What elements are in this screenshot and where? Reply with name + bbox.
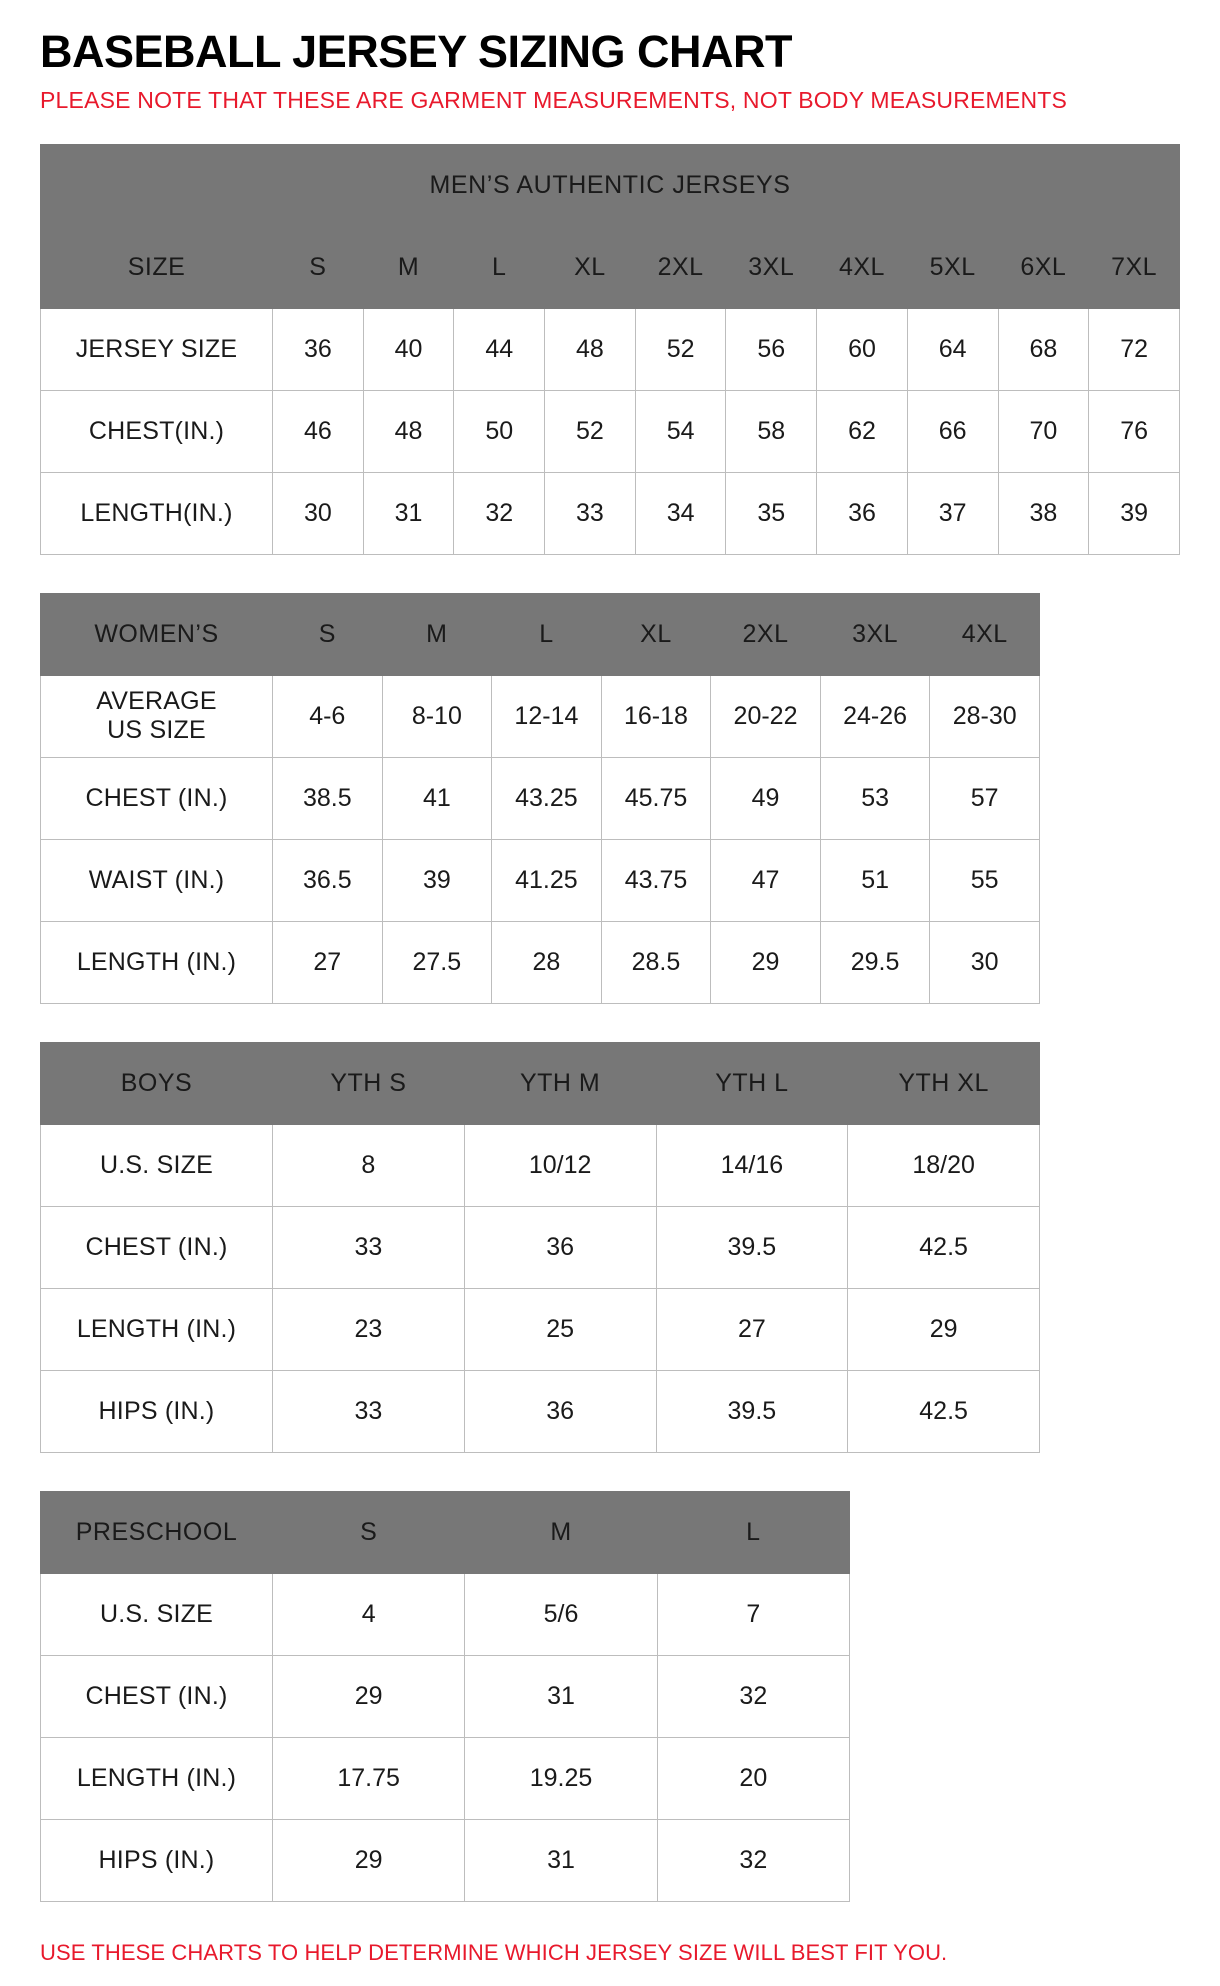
mens-cell-2-9: 39 <box>1089 472 1180 554</box>
mens-cell-0-3: 48 <box>545 308 636 390</box>
womens-cell-1-3: 45.75 <box>601 757 711 839</box>
preschool-header-row <box>41 1491 850 1573</box>
womens-column-header-4: XL <box>601 593 711 675</box>
womens-column-header-6: 3XL <box>820 593 930 675</box>
mens-column-header-4: XL <box>545 226 636 308</box>
womens-cell-0-6: 28-30 <box>930 675 1040 757</box>
preschool-cell-0-0: 4 <box>273 1573 465 1655</box>
table-row <box>41 1655 850 1737</box>
preschool-cell-2-0: 17.75 <box>273 1737 465 1819</box>
mens-column-header-9: 6XL <box>998 226 1089 308</box>
boys-cell-3-1: 36 <box>464 1370 656 1452</box>
table-row <box>41 921 1040 1003</box>
preschool-cell-3-1: 31 <box>465 1819 657 1901</box>
womens-cell-1-0: 38.5 <box>273 757 383 839</box>
boys-cell-1-0: 33 <box>273 1206 465 1288</box>
womens-row-label-2: WAIST (IN.) <box>41 839 273 921</box>
womens-cell-2-3: 43.75 <box>601 839 711 921</box>
boys-cell-1-3: 42.5 <box>848 1206 1040 1288</box>
mens-cell-1-2: 50 <box>454 390 545 472</box>
preschool-cell-1-2: 32 <box>657 1655 849 1737</box>
preschool-column-header-1: S <box>273 1491 465 1573</box>
womens-column-header-0: WOMEN’S <box>41 593 273 675</box>
mens-cell-1-5: 58 <box>726 390 817 472</box>
womens-cell-2-1: 39 <box>382 839 492 921</box>
mens-cell-0-6: 60 <box>817 308 908 390</box>
boys-cell-2-2: 27 <box>656 1288 848 1370</box>
mens-column-header-8: 5XL <box>907 226 998 308</box>
footer-note: USE THESE CHARTS TO HELP DETERMINE WHICH JERSEY SIZE WILL BEST FIT YOU. <box>40 1939 948 1965</box>
womens-cell-1-1: 41 <box>382 757 492 839</box>
boys-cell-2-1: 25 <box>464 1288 656 1370</box>
womens-column-header-1: S <box>273 593 383 675</box>
mens-cell-2-3: 33 <box>545 472 636 554</box>
mens-column-header-10: 7XL <box>1089 226 1180 308</box>
womens-cell-0-0: 4-6 <box>273 675 383 757</box>
preschool-cell-0-1: 5/6 <box>465 1573 657 1655</box>
mens-column-header-2: M <box>363 226 454 308</box>
table-row <box>41 839 1040 921</box>
womens-cell-0-5: 24-26 <box>820 675 930 757</box>
preschool-column-header-2: M <box>465 1491 657 1573</box>
table-row <box>41 1573 850 1655</box>
preschool-cell-1-1: 31 <box>465 1655 657 1737</box>
mens-cell-1-9: 76 <box>1089 390 1180 472</box>
preschool-cell-2-2: 20 <box>657 1737 849 1819</box>
boys-cell-0-3: 18/20 <box>848 1124 1040 1206</box>
page-title: BASEBALL JERSEY SIZING CHART <box>40 26 792 77</box>
table-row <box>41 675 1040 757</box>
womens-column-header-2: M <box>382 593 492 675</box>
mens-row-label-1: CHEST(IN.) <box>41 390 273 472</box>
mens-column-header-0: SIZE <box>41 226 273 308</box>
preschool-cell-1-0: 29 <box>273 1655 465 1737</box>
boys-table-body <box>41 1042 1040 1452</box>
womens-cell-3-0: 27 <box>273 921 383 1003</box>
table-row <box>41 1370 1040 1452</box>
mens-cell-1-8: 70 <box>998 390 1089 472</box>
womens-column-header-3: L <box>492 593 602 675</box>
mens-column-header-1: S <box>273 226 364 308</box>
mens-cell-1-1: 48 <box>363 390 454 472</box>
mens-cell-0-4: 52 <box>635 308 726 390</box>
table-row <box>41 1737 850 1819</box>
boys-cell-3-3: 42.5 <box>848 1370 1040 1452</box>
measurement-note: PLEASE NOTE THAT THESE ARE GARMENT MEASUREMENTS, NOT BODY MEASUREMENTS <box>40 87 1068 114</box>
preschool-table-body <box>41 1491 850 1901</box>
womens-cell-0-3: 16-18 <box>601 675 711 757</box>
preschool-row-label-3: HIPS (IN.) <box>41 1819 273 1901</box>
mens-header-row <box>41 226 1180 308</box>
womens-cell-1-2: 43.25 <box>492 757 602 839</box>
womens-cell-3-3: 28.5 <box>601 921 711 1003</box>
boys-cell-0-1: 10/12 <box>464 1124 656 1206</box>
mens-cell-2-5: 35 <box>726 472 817 554</box>
preschool-cell-3-2: 32 <box>657 1819 849 1901</box>
boys-column-header-0: BOYS <box>41 1042 273 1124</box>
table-row <box>41 1288 1040 1370</box>
womens-cell-1-5: 53 <box>820 757 930 839</box>
mens-column-header-5: 2XL <box>635 226 726 308</box>
preschool-column-header-3: L <box>657 1491 849 1573</box>
preschool-cell-0-2: 7 <box>657 1573 849 1655</box>
mens-row-label-2: LENGTH(IN.) <box>41 472 273 554</box>
boys-column-header-1: YTH S <box>273 1042 465 1124</box>
mens-cell-2-7: 37 <box>907 472 998 554</box>
mens-banner-label: MEN’S AUTHENTIC JERSEYS <box>41 144 1180 226</box>
mens-banner-row <box>41 144 1180 226</box>
mens-cell-2-2: 32 <box>454 472 545 554</box>
boys-row-label-2: LENGTH (IN.) <box>41 1288 273 1370</box>
womens-cell-3-6: 30 <box>930 921 1040 1003</box>
mens-cell-2-1: 31 <box>363 472 454 554</box>
mens-cell-0-0: 36 <box>273 308 364 390</box>
mens-table-body <box>41 144 1180 554</box>
womens-sizing-table <box>40 593 1040 1004</box>
womens-cell-1-4: 49 <box>711 757 821 839</box>
mens-column-header-7: 4XL <box>817 226 908 308</box>
mens-cell-0-1: 40 <box>363 308 454 390</box>
mens-cell-0-7: 64 <box>907 308 998 390</box>
table-row <box>41 472 1180 554</box>
table-row <box>41 1124 1040 1206</box>
womens-cell-2-6: 55 <box>930 839 1040 921</box>
boys-row-label-0: U.S. SIZE <box>41 1124 273 1206</box>
boys-cell-3-2: 39.5 <box>656 1370 848 1452</box>
womens-cell-3-4: 29 <box>711 921 821 1003</box>
womens-table-body <box>41 593 1040 1003</box>
mens-cell-1-3: 52 <box>545 390 636 472</box>
boys-cell-0-2: 14/16 <box>656 1124 848 1206</box>
preschool-row-label-0: U.S. SIZE <box>41 1573 273 1655</box>
table-row <box>41 757 1040 839</box>
mens-cell-2-8: 38 <box>998 472 1089 554</box>
mens-column-header-3: L <box>454 226 545 308</box>
boys-cell-1-2: 39.5 <box>656 1206 848 1288</box>
boys-cell-3-0: 33 <box>273 1370 465 1452</box>
mens-cell-0-9: 72 <box>1089 308 1180 390</box>
preschool-cell-3-0: 29 <box>273 1819 465 1901</box>
mens-cell-2-0: 30 <box>273 472 364 554</box>
boys-cell-2-0: 23 <box>273 1288 465 1370</box>
womens-cell-0-1: 8-10 <box>382 675 492 757</box>
womens-row-label-3: LENGTH (IN.) <box>41 921 273 1003</box>
mens-sizing-table <box>40 144 1180 555</box>
mens-cell-1-4: 54 <box>635 390 726 472</box>
mens-cell-0-5: 56 <box>726 308 817 390</box>
womens-cell-3-1: 27.5 <box>382 921 492 1003</box>
boys-row-label-1: CHEST (IN.) <box>41 1206 273 1288</box>
mens-cell-0-2: 44 <box>454 308 545 390</box>
boys-cell-1-1: 36 <box>464 1206 656 1288</box>
womens-column-header-5: 2XL <box>711 593 821 675</box>
preschool-row-label-2: LENGTH (IN.) <box>41 1737 273 1819</box>
mens-cell-0-8: 68 <box>998 308 1089 390</box>
preschool-cell-2-1: 19.25 <box>465 1737 657 1819</box>
mens-cell-1-6: 62 <box>817 390 908 472</box>
mens-column-header-6: 3XL <box>726 226 817 308</box>
table-row <box>41 1819 850 1901</box>
table-row <box>41 390 1180 472</box>
boys-sizing-table <box>40 1042 1040 1453</box>
mens-cell-2-4: 34 <box>635 472 726 554</box>
boys-cell-2-3: 29 <box>848 1288 1040 1370</box>
preschool-sizing-table <box>40 1491 850 1902</box>
womens-cell-0-4: 20-22 <box>711 675 821 757</box>
mens-cell-1-0: 46 <box>273 390 364 472</box>
boys-column-header-3: YTH L <box>656 1042 848 1124</box>
boys-row-label-3: HIPS (IN.) <box>41 1370 273 1452</box>
womens-cell-2-2: 41.25 <box>492 839 602 921</box>
boys-header-row <box>41 1042 1040 1124</box>
preschool-row-label-1: CHEST (IN.) <box>41 1655 273 1737</box>
womens-column-header-7: 4XL <box>930 593 1040 675</box>
mens-cell-2-6: 36 <box>817 472 908 554</box>
womens-cell-2-4: 47 <box>711 839 821 921</box>
boys-cell-0-0: 8 <box>273 1124 465 1206</box>
table-row <box>41 1206 1040 1288</box>
mens-row-label-0: JERSEY SIZE <box>41 308 273 390</box>
boys-column-header-4: YTH XL <box>848 1042 1040 1124</box>
womens-cell-0-2: 12-14 <box>492 675 602 757</box>
womens-cell-3-5: 29.5 <box>820 921 930 1003</box>
womens-row-label-1: CHEST (IN.) <box>41 757 273 839</box>
womens-cell-2-0: 36.5 <box>273 839 383 921</box>
mens-cell-1-7: 66 <box>907 390 998 472</box>
womens-header-row <box>41 593 1040 675</box>
womens-cell-2-5: 51 <box>820 839 930 921</box>
boys-column-header-2: YTH M <box>464 1042 656 1124</box>
preschool-column-header-0: PRESCHOOL <box>41 1491 273 1573</box>
table-row <box>41 308 1180 390</box>
womens-cell-3-2: 28 <box>492 921 602 1003</box>
womens-cell-1-6: 57 <box>930 757 1040 839</box>
womens-row-label-0: AVERAGE US SIZE <box>41 675 273 757</box>
